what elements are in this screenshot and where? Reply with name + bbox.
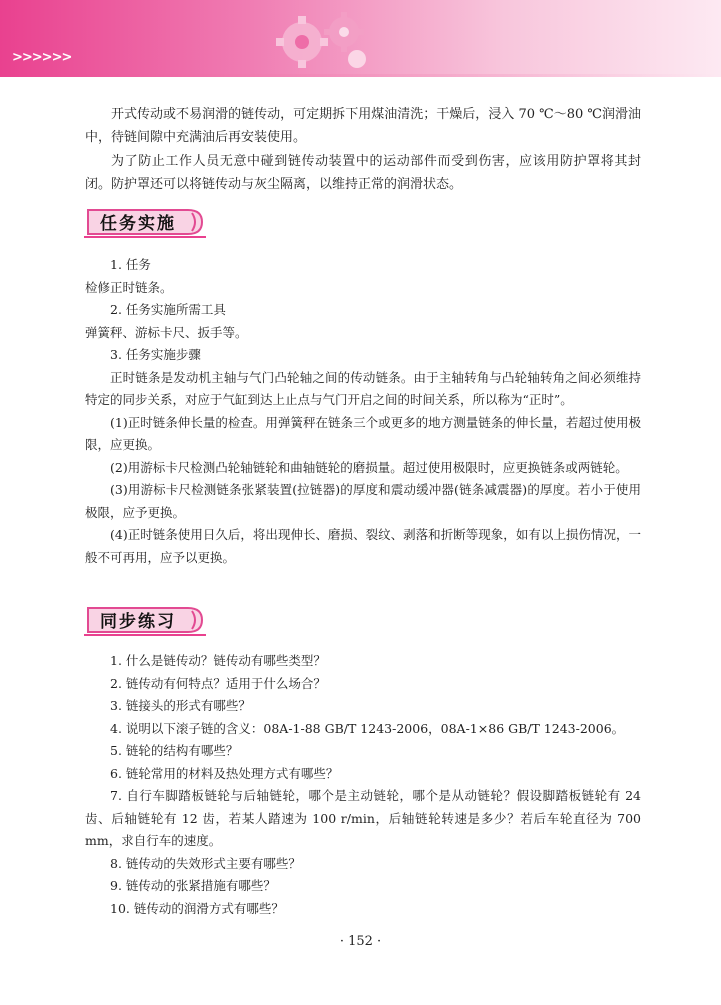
section-title: 任务实施 xyxy=(100,214,176,234)
section-title: 同步练习 xyxy=(100,612,176,632)
list-item: 1. 什么是链传动？链传动有哪些类型？ xyxy=(110,653,326,668)
list-item: (4)正时链条使用日久后，将出现伸长、磨损、裂纹、剥落和折断等现象，如有以上损伤情况，一般不可再用，应予以更换。 xyxy=(85,527,641,565)
list-item: 2. 链传动有何特点？适用于什么场合？ xyxy=(110,675,326,691)
section-header-exercises xyxy=(84,604,206,636)
intro-paragraph-2: 为了防止工作人员无意中碰到链传动装置中的运动部件而受到伤害，应该用防护罩将其封闭。防护罩还可以将链传动与灰尘隔离，以维持正常的润滑状态。 xyxy=(85,154,641,192)
chevron-decoration: >>>>>> xyxy=(12,50,72,65)
gears-icon xyxy=(262,4,382,74)
section-header-task xyxy=(84,206,206,238)
task-content xyxy=(85,254,641,569)
list-item: 正时链条是发动机主轴与气门凸轮轴之间的传动链条。由于主轴转角与凸轮轴转角之间必须维持特定的同步关系，对应于气缸到达上止点与气门开启之间的时间关系，所以称为“正时”。 xyxy=(85,369,641,407)
list-item: 4. 说明以下滚子链的含义：08A-1-88 GB/T 1243-2006，08A-1×86 GB/T 1243-2006。 xyxy=(110,720,625,736)
list-item: 5. 链轮的结构有哪些？ xyxy=(110,743,239,758)
header-rule xyxy=(0,74,721,77)
intro-paragraph-1: 开式传动或不易润滑的链传动，可定期拆下用煤油清洗；干燥后，浸入 70 ℃～80 ℃润滑油中，待链间隙中充满油后再安装使用。 xyxy=(85,107,641,145)
list-item: 检修正时链条。 xyxy=(85,279,173,295)
list-item: 6. 链轮常用的材料及热处理方式有哪些？ xyxy=(110,765,339,781)
list-item: 弹簧秤、游标卡尺、扳手等。 xyxy=(85,324,248,340)
list-item: 3. 链接头的形式有哪些？ xyxy=(110,698,251,713)
list-item: (2)用游标卡尺检测凸轮轴链轮和曲轴链轮的磨损量。超过使用极限时，应更换链条或两链轮。 xyxy=(110,459,628,475)
list-item: 7. 自行车脚踏板链轮与后轴链轮，哪个是主动链轮，哪个是从动链轮？假设脚踏板链轮有 24 齿、后轴链轮有 12 齿，若某人踏速为 100 r/min，后轴链轮转速是多少？若后车轮直径为 700 mm，求自行车的速度。 xyxy=(85,788,641,848)
list-item: 9. 链传动的张紧措施有哪些？ xyxy=(110,878,276,893)
list-item: 3. 任务实施步骤 xyxy=(110,347,201,362)
page-number: · 152 · xyxy=(339,934,382,949)
list-item: 2. 任务实施所需工具 xyxy=(110,302,226,317)
list-item: 8. 链传动的失效形式主要有哪些？ xyxy=(110,855,301,871)
list-item: 1. 任务 xyxy=(110,257,151,272)
list-item: (3)用游标卡尺检测链条张紧装置(拉链器)的厚度和震动缓冲器(链条减震器)的厚度。若小于使用极限，应予更换。 xyxy=(85,482,641,520)
list-item: 10. 链传动的润滑方式有哪些？ xyxy=(110,900,284,916)
list-item: (1)正时链条伸长量的检查。用弹簧秤在链条三个或更多的地方测量链条的伸长量，若超过使用极限，应更换。 xyxy=(85,414,641,452)
exercise-list xyxy=(85,650,641,920)
